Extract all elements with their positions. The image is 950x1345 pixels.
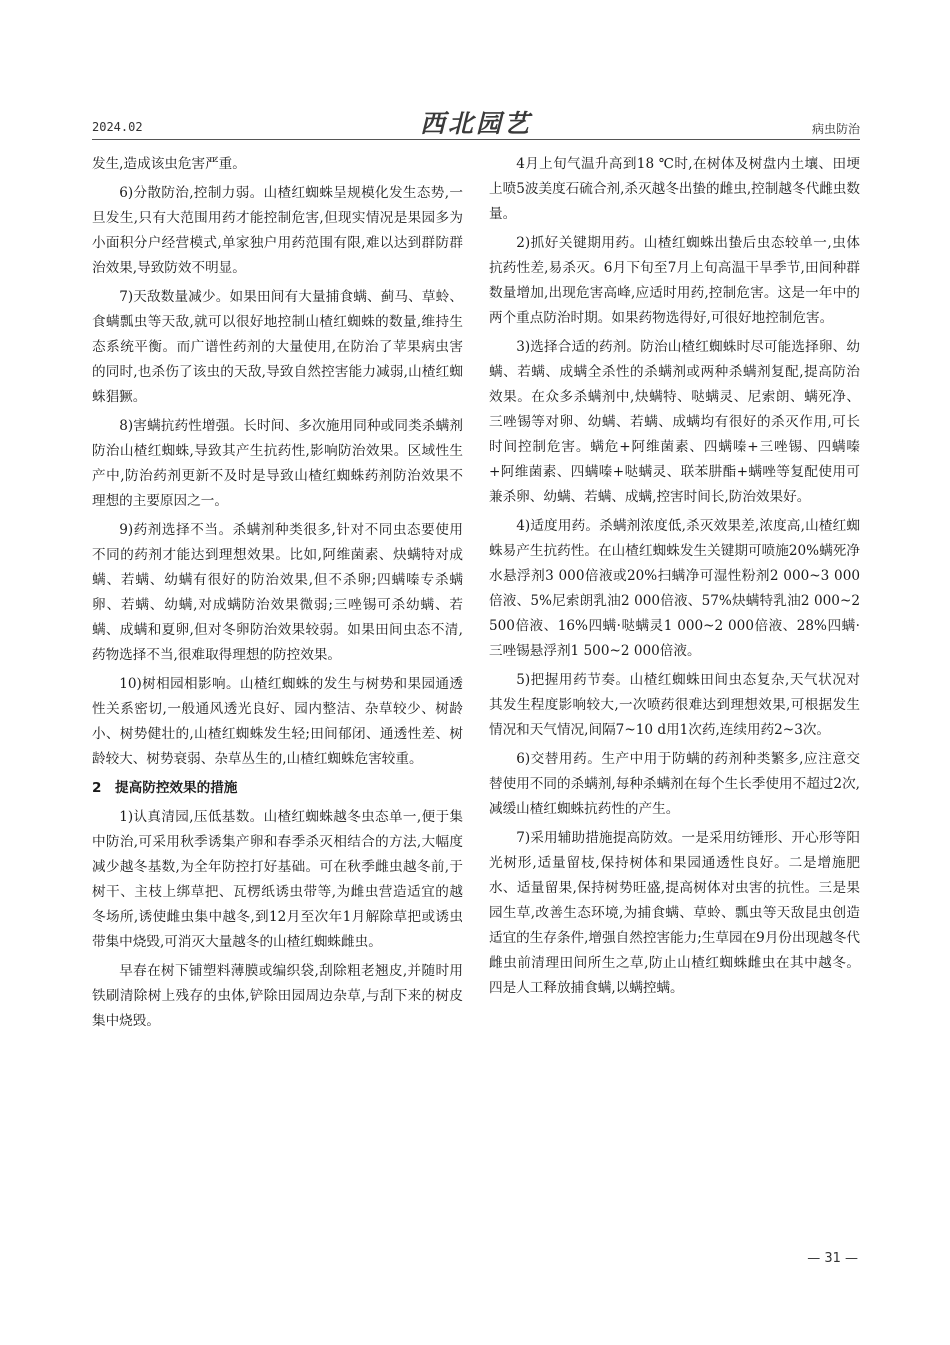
left-column (92, 152, 463, 1038)
paragraph: 7)天敌数量减少。如果田间有大量捕食螨、蓟马、草蛉、食螨瓢虫等天敌,就可以很好地控制山楂红蜘蛛的数量,维持生态系统平衡。而广谱性药剂的大量使用,在防治了苹果病虫害的同时,也杀伤了该虫的天敌,导致自然控害能力减弱,山楂红蜘蛛猖獗。 (92, 289, 463, 405)
paragraph: 发生,造成该虫危害严重。 (92, 156, 246, 172)
paragraph: 早春在树下铺塑料薄膜或编织袋,刮除粗老翘皮,并随时用铁刷清除树上残存的虫体,铲除田园周边杂草,与刮下来的树皮集中烧毁。 (92, 963, 463, 1029)
journal-title: 西北园艺 (419, 109, 532, 138)
paragraph: 6)交替用药。生产中用于防螨的药剂种类繁多,应注意交替使用不同的杀螨剂,每种杀螨剂在每个生长季使用不超过2次,减缓山楂红蜘蛛抗药性的产生。 (489, 751, 860, 817)
section-heading: 2 提高防控效果的措施 (92, 780, 238, 796)
paragraph: 10)树相园相影响。山楂红蜘蛛的发生与树势和果园通透性关系密切,一般通风透光良好、园内整洁、杂草较少、树龄小、树势健壮的,山楂红蜘蛛发生轻;田间郁闭、通透性差、树龄较大、树势衰弱、杂草丛生的,山楂红蜘蛛危害较重。 (92, 676, 463, 767)
paragraph: 9)药剂选择不当。杀螨剂种类很多,针对不同虫态要使用不同的药剂才能达到理想效果。比如,阿维菌素、炔螨特对成螨、若螨、幼螨有很好的防治效果,但不杀卵;四螨嗪专杀螨卵、若螨、幼螨,对成螨防治效果微弱;三唑锡可杀幼螨、若螨、成螨和夏卵,但对冬卵防治效果较弱。如果田间虫态不清,药物选择不当,很难取得理想的防控效果。 (92, 522, 463, 663)
page-header (92, 100, 860, 140)
issue-date: 2024.02 (92, 120, 143, 134)
section-name: 病虫防治 (811, 122, 860, 136)
paragraph: 2)抓好关键期用药。山楂红蜘蛛出蛰后虫态较单一,虫体抗药性差,易杀灭。6月下旬至7月上旬高温干旱季节,田间种群数量增加,出现危害高峰,应适时用药,控制危害。这是一年中的两个重点防治时期。如果药物选得好,可很好地控制危害。 (489, 235, 860, 326)
paragraph: 3)选择合适的药剂。防治山楂红蜘蛛时尽可能选择卵、幼螨、若螨、成螨全杀性的杀螨剂或两种杀螨剂复配,提高防治效果。在众多杀螨剂中,炔螨特、哒螨灵、尼索朗、螨死净、三唑锡等对卵、幼螨、若螨、成螨均有很好的杀灭作用,可长时间控制危害。螨危+阿维菌素、四螨嗪+三唑锡、四螨嗪+阿维菌素、四螨嗪+哒螨灵、联苯肼酯+螨唑等复配使用可兼杀卵、幼螨、若螨、成螨,控害时间长,防治效果好。 (489, 339, 860, 505)
page-number: — 31 — (807, 1251, 858, 1266)
right-column (489, 152, 860, 1005)
paragraph: 6)分散防治,控制力弱。山楂红蜘蛛呈规模化发生态势,一旦发生,只有大范围用药才能控制危害,但现实情况是果园多为小面积分户经营模式,单家独户用药范围有限,难以达到群防群治效果,导致防效不明显。 (92, 185, 463, 276)
paragraph: 4)适度用药。杀螨剂浓度低,杀灭效果差,浓度高,山楂红蜘蛛易产生抗药性。在山楂红蜘蛛发生关键期可喷施20%螨死净水悬浮剂3 000倍液或20%扫螨净可湿性粉剂2 000~3 000倍液、5%尼索朗乳油2 000倍液、57%炔螨特乳油2 000~2 500倍液、16%四螨·哒螨灵1 000~2 000倍液、28%四螨·三唑锡悬浮剂1 500~2 000倍液。 (489, 518, 860, 659)
paragraph: 1)认真清园,压低基数。山楂红蜘蛛越冬虫态单一,便于集中防治,可采用秋季诱集产卵和春季杀灭相结合的方法,大幅度减少越冬基数,为全年防控打好基础。可在秋季雌虫越冬前,于树干、主枝上绑草把、瓦楞纸诱虫带等,为雌虫营造适宜的越冬场所,诱使雌虫集中越冬,到12月至次年1月解除草把或诱虫带集中烧毁,可消灭大量越冬的山楂红蜘蛛雌虫。 (92, 809, 463, 950)
header-divider (92, 139, 860, 140)
paragraph: 7)采用辅助措施提高防效。一是采用纺锤形、开心形等阳光树形,适量留枝,保持树体和果园通透性良好。二是增施肥水、适量留果,保持树势旺盛,提高树体对虫害的抗性。三是果园生草,改善生态环境,为捕食螨、草蛉、瓢虫等天敌昆虫创造适宜的生存条件,增强自然控害能力;生草园在9月份出现越冬代雌虫前清理田间所生之草,防止山楂红蜘蛛雌虫在其中越冬。四是人工释放捕食螨,以螨控螨。 (489, 830, 860, 996)
paragraph: 5)把握用药节奏。山楂红蜘蛛田间虫态复杂,天气状况对其发生程度影响较大,一次喷药很难达到理想效果,可根据发生情况和天气情况,间隔7~10 d用1次药,连续用药2~3次。 (489, 672, 860, 738)
paragraph: 8)害螨抗药性增强。长时间、多次施用同种或同类杀螨剂防治山楂红蜘蛛,导致其产生抗药性,影响防治效果。区域性生产中,防治药剂更新不及时是导致山楂红蜘蛛药剂防治效果不理想的主要原因之一。 (92, 418, 463, 509)
paragraph: 4月上旬气温升高到18 ℃时,在树体及树盘内土壤、田埂上喷5波美度石硫合剂,杀灭越冬出蛰的雌虫,控制越冬代雌虫数量。 (489, 156, 860, 222)
